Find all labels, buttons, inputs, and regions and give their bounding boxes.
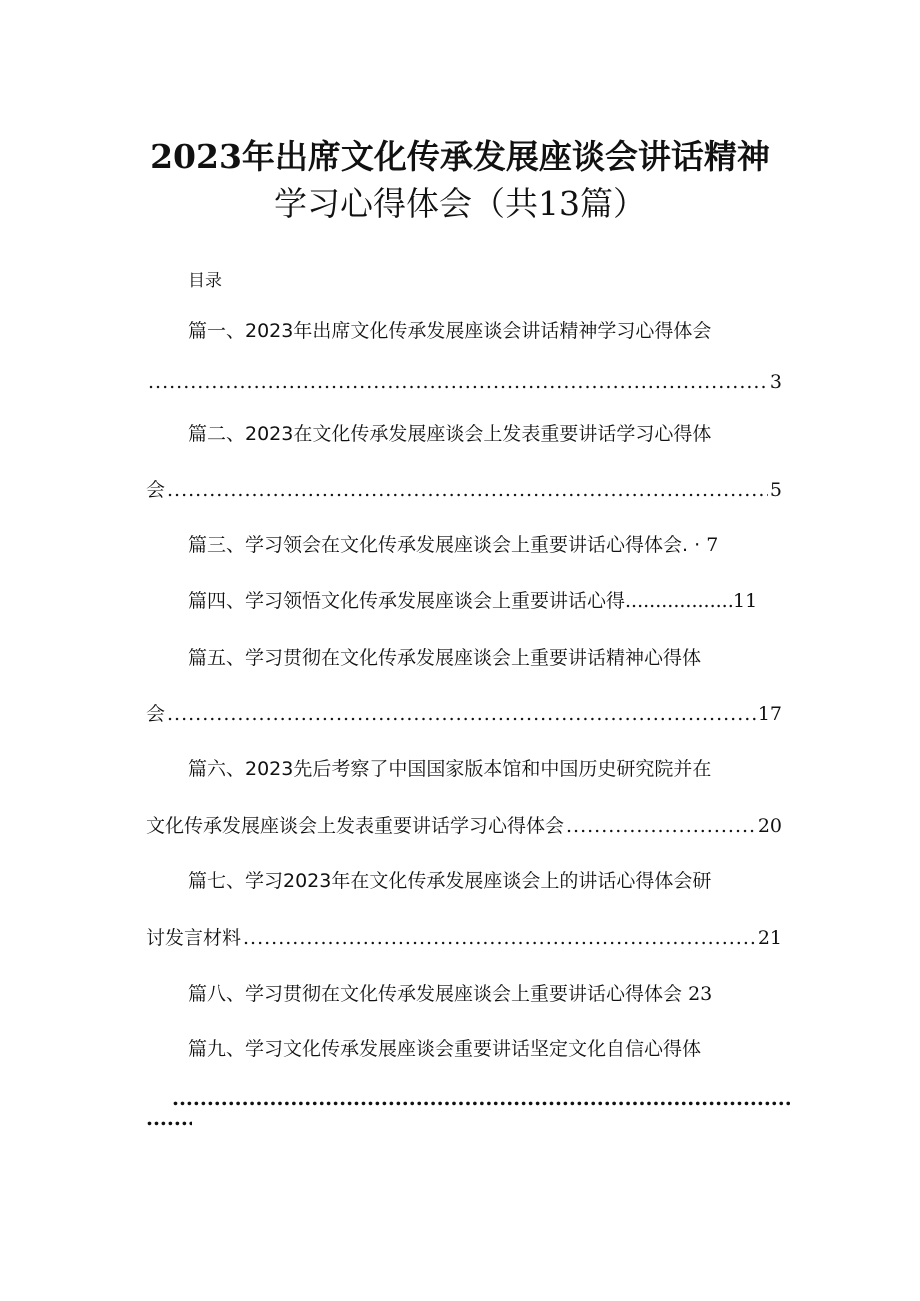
toc-entry-7-text-cont[interactable]: 讨发言材料 <box>146 927 242 949</box>
dot-leader <box>566 813 756 839</box>
toc-heading: 目录 <box>188 271 222 291</box>
toc-entry-4-text: 篇四、学习领悟文化传承发展座谈会上重要讲话心得 <box>188 590 626 612</box>
toc-entry-4-page: 11 <box>733 590 758 612</box>
toc-entry-6-page[interactable]: 20 <box>757 815 782 837</box>
toc-entry-5-text[interactable]: 篇五、学习贯彻在文化传承发展座谈会上重要讲话精神心得体 <box>188 647 702 669</box>
dot-leader <box>243 925 756 951</box>
dot-leader <box>625 588 733 614</box>
toc-entry-1-text[interactable]: 篇一、2023年出席文化传承发展座谈会讲话精神学习心得体会 <box>188 320 712 342</box>
toc-entry-2-leader <box>146 477 782 503</box>
dot-leader <box>167 477 768 503</box>
toc-entry-7-text[interactable]: 篇七、学习2023年在文化传承发展座谈会上的讲话心得体会研 <box>188 870 712 892</box>
toc-entry-7-page[interactable]: 21 <box>757 927 782 949</box>
dot-leader <box>148 369 768 395</box>
dot-leader-bold-cont <box>146 1106 192 1130</box>
toc-entry-5-page[interactable]: 17 <box>757 703 782 725</box>
toc-entry-3[interactable] <box>188 532 718 558</box>
toc-entry-2-text[interactable]: 篇二、2023在文化传承发展座谈会上发表重要讲话学习心得体 <box>188 423 712 445</box>
toc-entry-1-page[interactable]: 3 <box>769 371 782 393</box>
toc-entry-8-text: 篇八、学习贯彻在文化传承发展座谈会上重要讲话心得体会 <box>188 983 683 1005</box>
toc-entry-3-page: 7 <box>706 534 719 556</box>
toc-entry-1-leader <box>146 369 782 395</box>
toc-entry-6-leader <box>146 813 782 839</box>
toc-entry-2-page[interactable]: 5 <box>769 479 782 501</box>
toc-entry-9-text[interactable]: 篇九、学习文化传承发展座谈会重要讲话坚定文化自信心得体 <box>188 1038 702 1060</box>
toc-entry-7-leader <box>146 925 782 951</box>
toc-entry-8-page: 23 <box>688 983 713 1005</box>
dot-leader-bold <box>172 1086 790 1110</box>
toc-entry-5-text-cont[interactable]: 会 <box>146 703 166 725</box>
toc-entry-3-text: 篇三、学习领会在文化传承发展座谈会上重要讲话心得体会. <box>188 534 689 556</box>
toc-entry-6-text-cont[interactable]: 文化传承发展座谈会上发表重要讲话学习心得体会 <box>146 815 565 837</box>
dot-leader <box>167 701 756 727</box>
toc-entry-4[interactable] <box>188 588 757 614</box>
toc-entry-5-leader <box>146 701 782 727</box>
toc-entry-2-text-cont[interactable]: 会 <box>146 479 166 501</box>
document-title-line-1: 2023年出席文化传承发展座谈会讲话精神 <box>150 137 770 176</box>
toc-entry-3-dots: · <box>694 534 701 556</box>
toc-entry-6-text[interactable]: 篇六、2023先后考察了中国国家版本馆和中国历史研究院并在 <box>188 758 712 780</box>
document-title-line-2: 学习心得体会（共13篇） <box>274 184 646 223</box>
toc-entry-8[interactable] <box>188 981 712 1007</box>
